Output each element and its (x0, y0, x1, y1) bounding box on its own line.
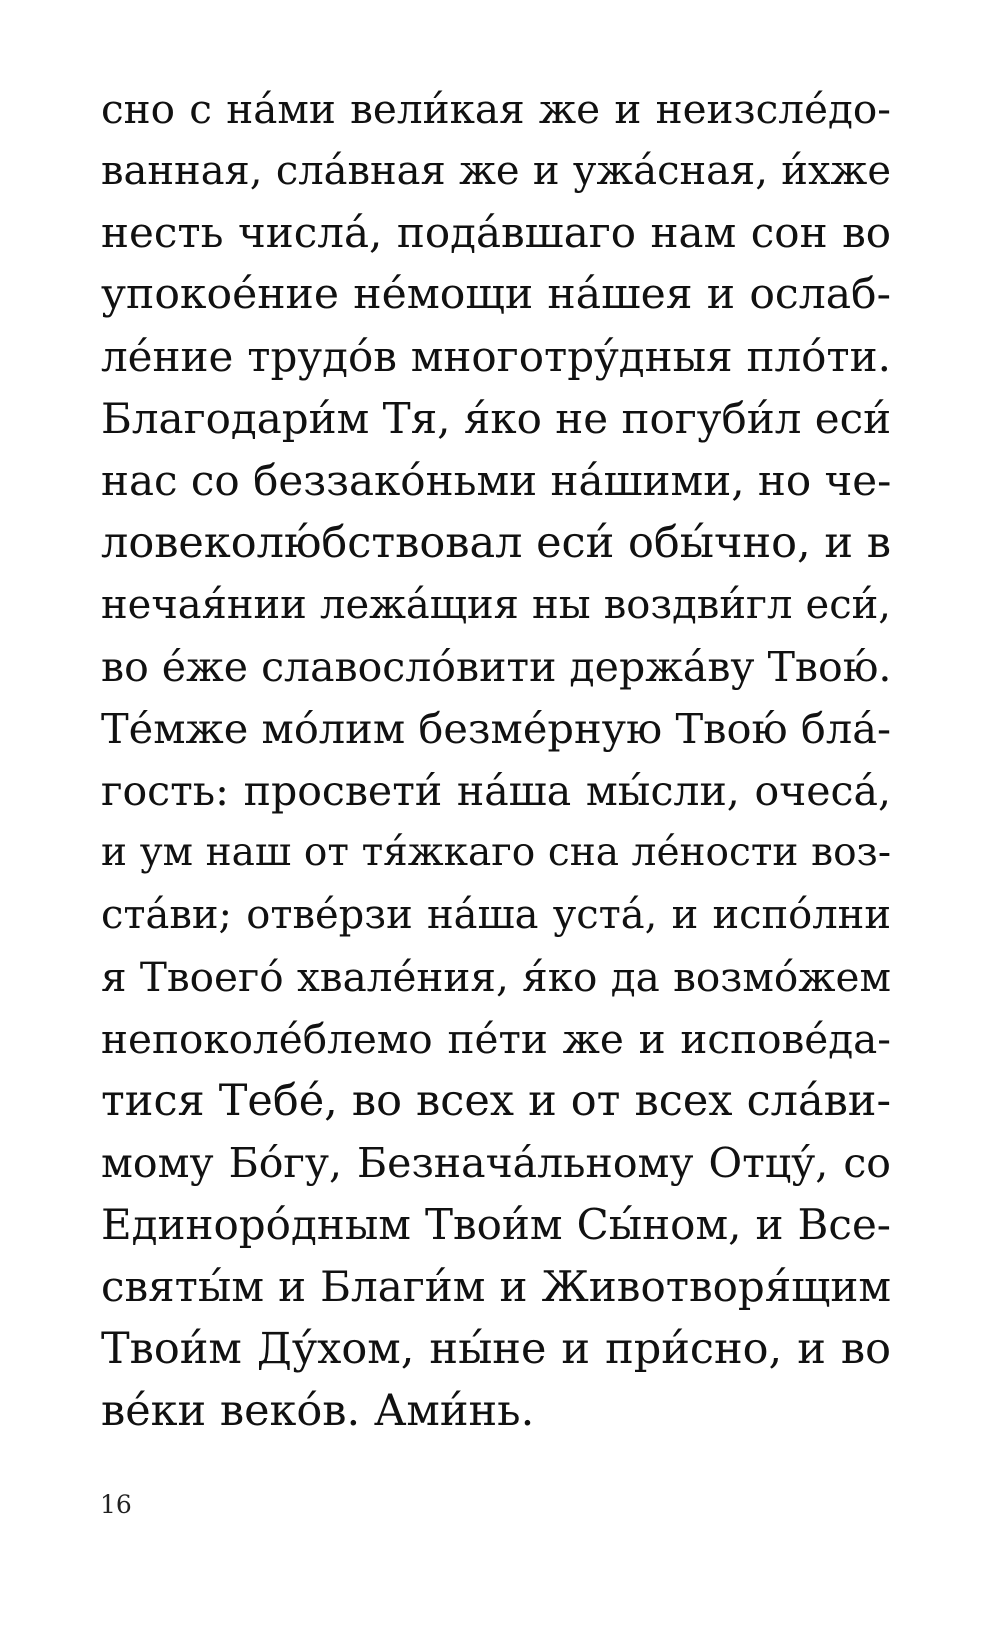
text-line: нас со беззако́ньми на́шими, но че- (101, 456, 892, 505)
text-line: ванная, сла́вная же и ужа́сная, и́хже (101, 148, 891, 194)
text-line: сно с на́ми вели́кая же и неизсле́до- (101, 85, 891, 133)
text-line: непоколе́блемо пе́ти же и испове́да- (101, 1015, 891, 1063)
text-line: Те́мже мо́лим безме́рную Твою́ бла́- (101, 704, 891, 753)
text-line: ловеколю́бствовал еси́ обы́чно, и в (101, 518, 891, 568)
page-number: 16 (100, 1490, 132, 1519)
text-line: несть числа́, пода́вшаго нам сон во (101, 208, 891, 257)
text-line: Твои́м Ду́хом, ны́не и при́сно, и во (101, 1324, 891, 1374)
text-line: тися Тебе́, во всех и от всех сла́ви- (101, 1076, 891, 1126)
text-line: гость: просвети́ на́ша мы́сли, очеса́, (101, 767, 891, 815)
text-line: мому Бо́гу, Безнача́льному Отцу́, со (101, 1139, 891, 1187)
text-line: ле́ние трудо́в многотру́дныя пло́ти. (101, 332, 891, 381)
text-line: во е́же славосло́вити держа́ву Твою́. (101, 643, 892, 691)
text-line: я Твоего́ хвале́ния, я́ко да возмо́жем (101, 953, 891, 1001)
text-line: святы́м и Благи́м и Животворя́щим (101, 1262, 891, 1311)
text-line: Благодари́м Тя, я́ко не погуби́л еси́ (101, 394, 892, 443)
text-line-last: ве́ки веко́в. Ами́нь. (101, 1386, 535, 1436)
text-line: и ум наш от тя́жкаго сна ле́ности воз- (101, 830, 891, 875)
prayer-text (101, 78, 891, 1442)
text-line: нечая́нии лежа́щия ны воздви́гл еси́, (101, 582, 891, 628)
text-line: ста́ви; отве́рзи на́ша уста́, и испо́лни (101, 892, 891, 938)
text-line: Единоро́дным Твои́м Сы́ном, и Все- (101, 1200, 891, 1249)
text-line: упокое́ние не́мощи на́шея и ослаб- (101, 270, 891, 319)
